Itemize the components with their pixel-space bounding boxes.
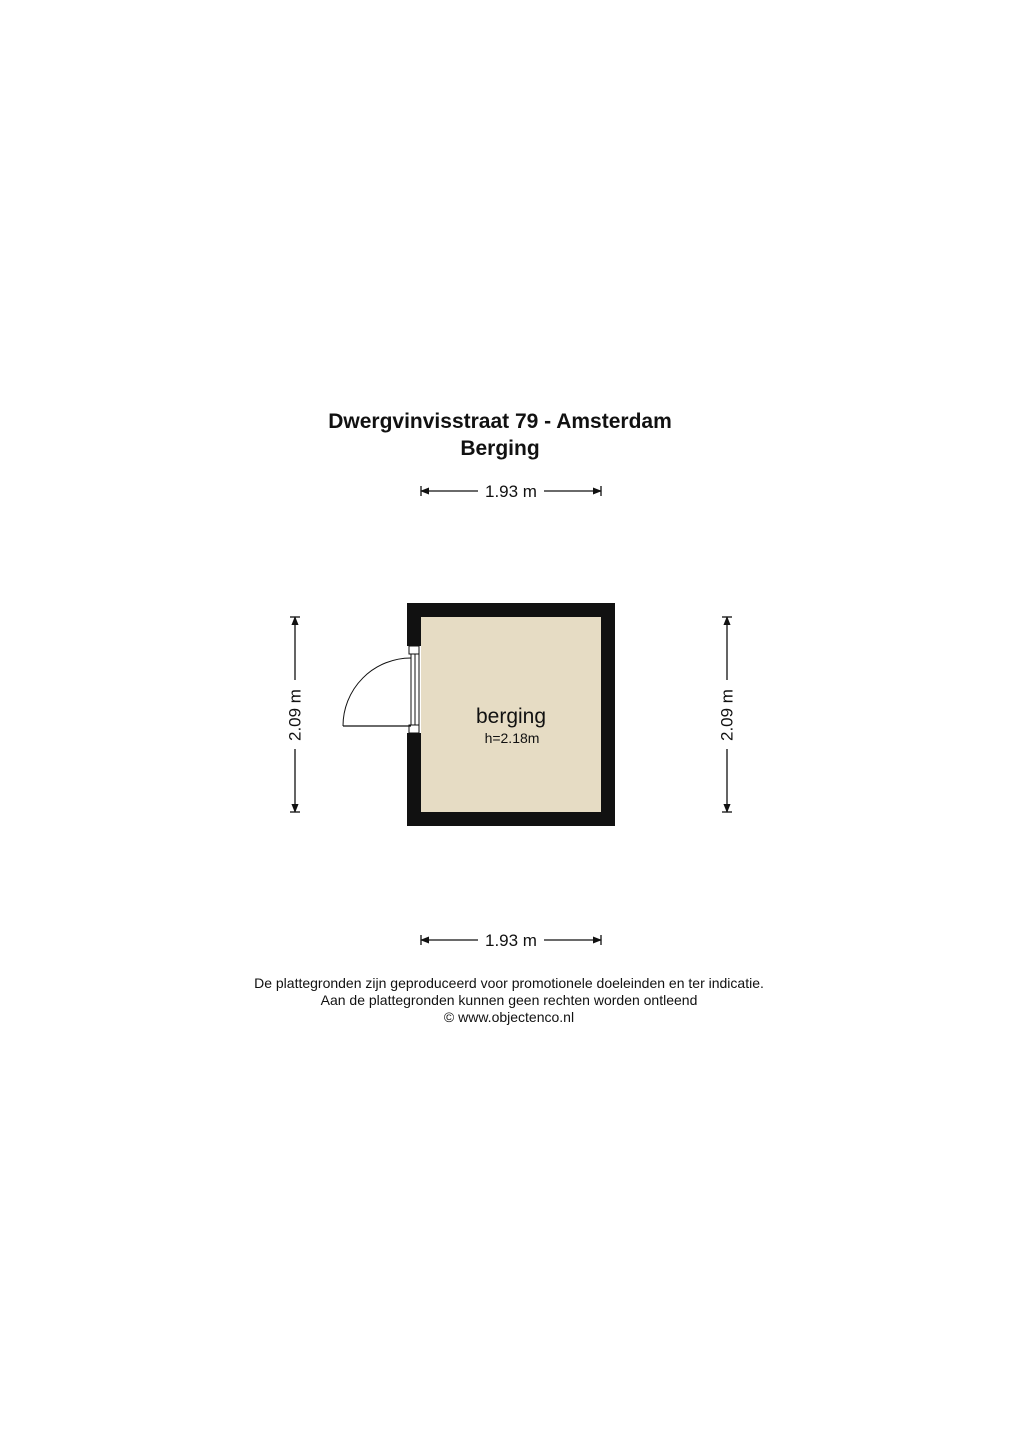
left-height-label: 2.09 m xyxy=(285,689,305,741)
door xyxy=(343,646,419,733)
plan-address-title: Dwergvinvisstraat 79 - Amsterdam xyxy=(328,410,672,433)
disclaimer-line-1: De plattegronden zijn geproduceerd voor promotionele doeleinden en ter indicatie. xyxy=(254,975,764,991)
left-height-dimension xyxy=(286,617,305,812)
door-swing-arc xyxy=(343,658,411,726)
copyright-line: © www.objectenco.nl xyxy=(443,1009,575,1025)
top-width-dimension xyxy=(421,482,601,501)
top-width-label: 1.93 m xyxy=(485,482,537,501)
right-height-label: 2.09 m xyxy=(717,689,737,741)
room-name-label: berging xyxy=(475,705,547,728)
disclaimer xyxy=(0,975,1018,1026)
room-height-label: h=2.18m xyxy=(484,730,540,746)
bottom-width-dimension xyxy=(421,931,601,950)
plan-floor-title: Berging xyxy=(460,437,540,460)
right-height-dimension xyxy=(718,617,737,812)
bottom-width-label: 1.93 m xyxy=(485,931,537,950)
disclaimer-line-2: Aan de plattegronden kunnen geen rechten worden ontleend xyxy=(320,992,698,1008)
